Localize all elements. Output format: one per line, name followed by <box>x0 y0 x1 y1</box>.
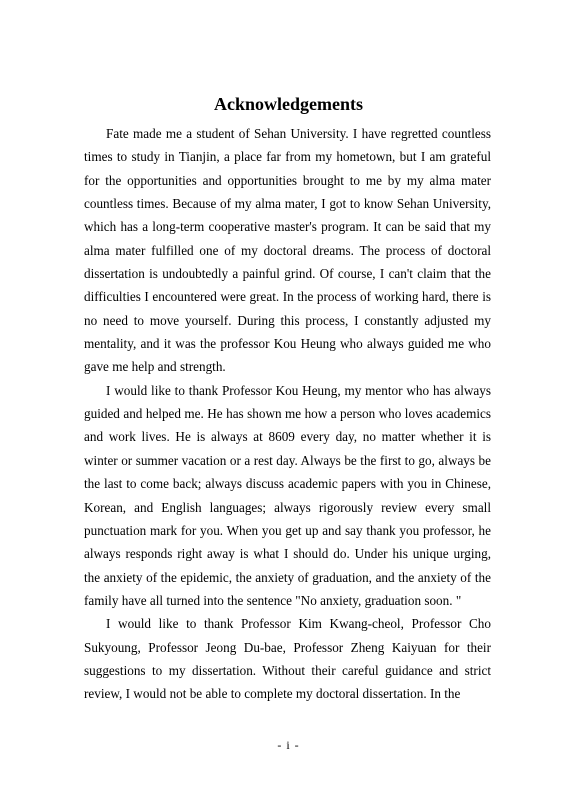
paragraph-3: I would like to thank Professor Kim Kwang-cheol, Professor Cho Sukyoung, Professor Jeong Du-bae, Professor Zheng Kaiyuan for their suggestions to my dissertation. Without their careful guidance and strict review, I would not be able to complete my doctoral dissertation. In the <box>84 616 491 702</box>
body-text <box>84 122 491 706</box>
page-number: - i - <box>277 738 300 752</box>
paragraph-2: I would like to thank Professor Kou Heung, my mentor who has always guided and helped me. He has shown me how a person who loves academics and work lives. He is always at 8609 every day, no matter whether it is winter or summer vacation or a rest day. Always be the first to go, always be the last to come back; always discuss academic papers with you in Chinese, Korean, and English languages; always rigorously review every small punctuation mark for you. When you get up and say thank you professor, he always responds right away is what I should do. Under his unique urging, the anxiety of the epidemic, the anxiety of graduation, and the anxiety of the family have all turned into the sentence "No anxiety, graduation soon. " <box>84 382 491 608</box>
page-title: Acknowledgements <box>214 94 363 114</box>
paragraph-1: Fate made me a student of Sehan University. I have regretted countless times to study in Tianjin, a place far from my hometown, but I am grateful for the opportunities and opportunities brought to me by my alma mater countless times. Because of my alma mater, I got to know Sehan University, which has a long-term cooperative master's program. It can be said that my alma mater fulfilled one of my doctoral dreams. The process of doctoral dissertation is undoubtedly a painful grind. Of course, I can't claim that the difficulties I encountered were great. In the process of working hard, there is no need to move yourself. During this process, I constantly adjusted my mentality, and it was the professor Kou Heung who always guided me who gave me help and strength. <box>84 126 491 375</box>
